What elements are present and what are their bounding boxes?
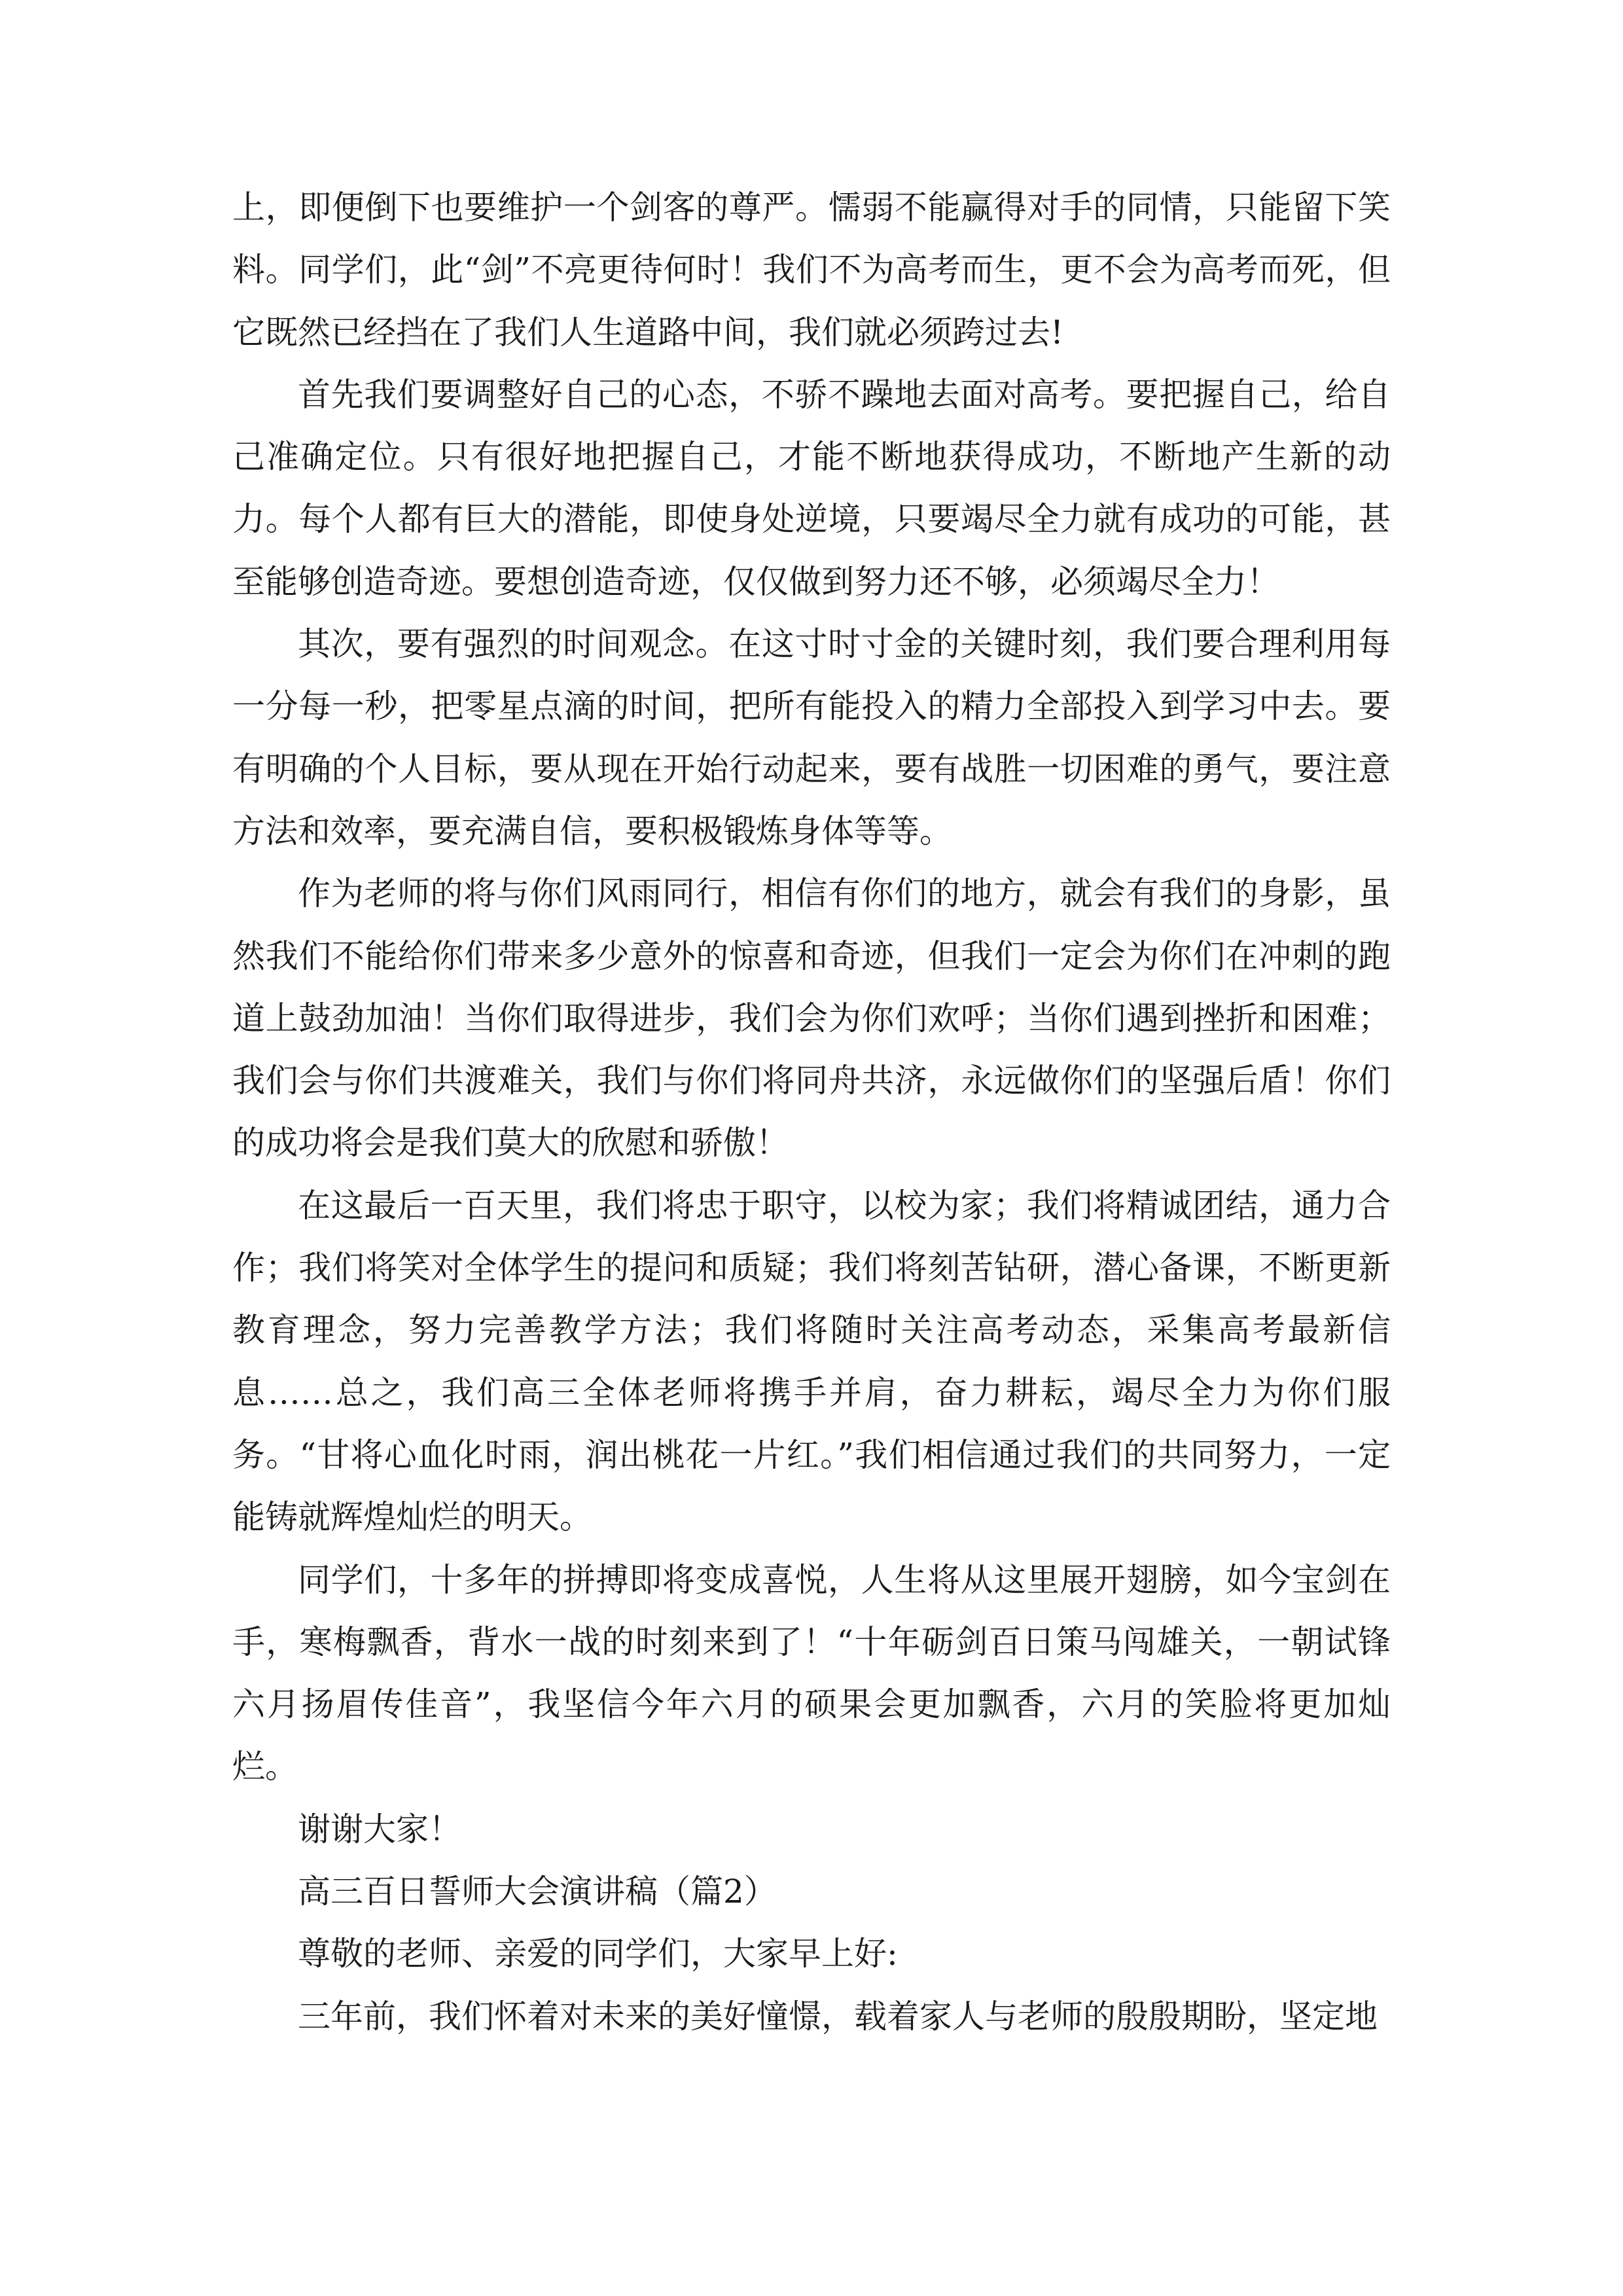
body-paragraph-mindset: 首先我们要调整好自己的心态，不骄不躁地去面对高考。要把握自己，给自己准确定位。只有很好地把握自己，才能不断地获得成功，不断地产生新的动力。每个人都有巨大的潜能，即使身处逆境，只要竭尽全力就有成功的可能，甚至能够创造奇迹。要想创造奇迹，仅仅做到努力还不够，必须竭尽全力！ [232, 375, 1391, 601]
body-paragraph-three-years-ago: 三年前，我们怀着对未来的美好憧憬，载着家人与老师的殷殷期盼，坚定地 [298, 1997, 1378, 2036]
greeting-line: 尊敬的老师、亲爱的同学们，大家早上好: [298, 1935, 898, 1973]
section-title: 高三百日誓师大会演讲稿（篇2） [298, 1873, 777, 1911]
body-paragraph-teachers: 作为老师的将与你们风雨同行，相信有你们的地方，就会有我们的身影，虽然我们不能给你们带来多少意外的惊喜和奇迹，但我们一定会为你们在冲刺的跑道上鼓劲加油！当你们取得进步，我们会为你们欢呼；当你们遇到挫折和困难；我们会与你们共渡难关，我们与你们将同舟共济，永远做你们的坚强后盾！你们的成功将会是我们莫大的欣慰和骄傲！ [232, 874, 1391, 1162]
body-paragraph-hundred-days: 在这最后一百天里，我们将忠于职守，以校为家；我们将精诚团结，通力合作；我们将笑对全体学生的提问和质疑；我们将刻苦钻研，潜心备课，不断更新教育理念，努力完善教学方法；我们将随时关注高考动态，采集高考最新信息……总之，我们高三全体老师将携手并肩，奋力耕耘，竭尽全力为你们服务。“甘将心血化时雨，润出桃花一片红。”我们相信通过我们的共同努力，一定能铸就辉煌灿烂的明天。 [232, 1186, 1391, 1537]
document-page [232, 177, 1391, 2048]
closing-thanks: 谢谢大家！ [298, 1810, 461, 1848]
body-paragraph-continued: 上，即便倒下也要维护一个剑客的尊严。懦弱不能赢得对手的同情，只能留下笑料。同学们，此“剑”不亮更待何时！我们不为高考而生，更不会为高考而死，但它既然已经挡在了我们人生道路中间，我们就必须跨过去! [232, 188, 1391, 351]
body-paragraph-students: 同学们，十多年的拼搏即将变成喜悦，人生将从这里展开翅膀，如今宝剑在手，寒梅飘香，背水一战的时刻来到了！“十年砺剑百日策马闯雄关，一朝试锋六月扬眉传佳音”，我坚信今年六月的硕果会更加飘香，六月的笑脸将更加灿烂。 [232, 1560, 1391, 1786]
body-paragraph-time: 其次，要有强烈的时间观念。在这寸时寸金的关键时刻，我们要合理利用每一分每一秒，把零星点滴的时间，把所有能投入的精力全部投入到学习中去。要有明确的个人目标，要从现在开始行动起来，要有战胜一切困难的勇气，要注意方法和效率，要充满自信，要积极锻炼身体等等。 [232, 625, 1391, 850]
